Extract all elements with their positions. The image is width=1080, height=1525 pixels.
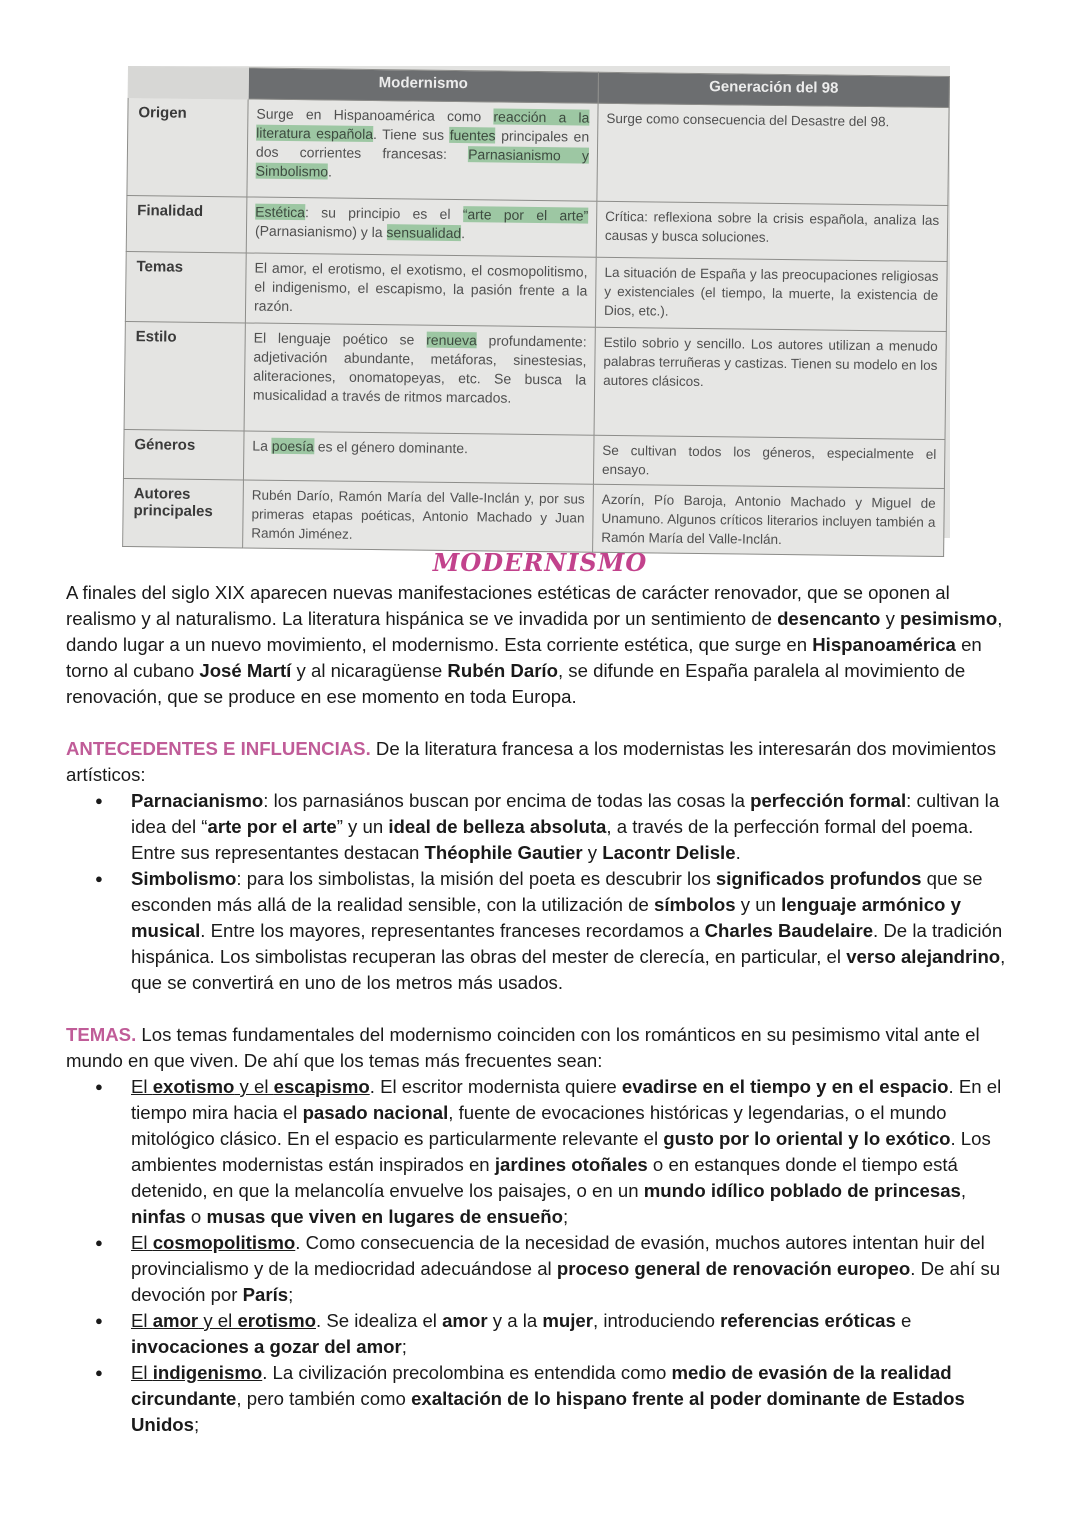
row-label: Géneros — [123, 429, 244, 479]
section-heading: TEMAS. — [66, 1024, 137, 1045]
document-body — [66, 580, 1022, 1438]
generacion-98-cell: Surge como consecuencia del Desastre del 98. — [597, 103, 949, 205]
list-item: ● El indigenismo. La civilización precolombina es entendida como medio de evasión de la realidad circundante, pero también como exaltación de lo hispano frente al poder dominante de Estados Unidos; — [131, 1360, 1022, 1438]
table-row — [125, 251, 947, 331]
intro-paragraph: A finales del siglo XIX aparecen nuevas manifestaciones estéticas de carácter renovador, que se oponen al realismo y al naturalismo. La literatura hispánica se ve invadida por un sentimiento de desencanto y pesimismo, dando lugar a un nuevo movimiento, el modernismo. Esta corriente estética, que surge en Hispanoamérica en torno al cubano José Martí y al nicaragüense Rubén Darío, se difunde en España paralela al movimiento de renovación, que se produce en ese momento en toda Europa. — [66, 582, 1003, 707]
generacion-98-cell: Crítica: reflexiona sobre la crisis española, analiza las causas y busca soluciones. — [596, 201, 948, 261]
modernismo-cell: Estética: su principio es el “arte por el arte” (Parnasianismo) y la sensualidad. — [246, 197, 597, 257]
temas-list — [66, 1074, 1022, 1438]
generacion-98-cell: La situación de España y las preocupaciones religiosas y existenciales (el tiempo, la muerte, la existencia de Dios, etc.). — [595, 257, 947, 331]
modernismo-cell: El lenguaje poético se renueva profundamente: adjetivación abundante, metáforas, sinestesias, aliteraciones, onomatopeyas, etc. Se busca la musicalidad a través de ritmos marcados. — [244, 323, 595, 435]
antecedentes-paragraph: ANTECEDENTES E INFLUENCIAS. De la literatura francesa a los modernistas les interesarán dos movimientos artísticos: — [66, 738, 997, 785]
generacion-98-cell: Estilo sobrio y sencillo. Los autores utilizan a menudo palabras terruñeras y castizas. Tienen su modelo en los autores clásicos. — [594, 327, 946, 439]
list-item: ● Parnacianismo: los parnasiános buscan por encima de todas las cosas la perfección formal: cultivan la idea del “arte por el arte” y un ideal de belleza absoluta, a través de la perfección formal del poema. Entre sus representantes destacan Théophile Gautier y Lacontr Delisle. — [131, 788, 1022, 866]
row-label: Temas — [125, 251, 246, 322]
generacion-98-cell: Azorín, Pío Baroja, Antonio Machado y Miguel de Unamuno. Algunos críticos literarios incluyen también a Ramón María del Valle-Inclán. — [593, 484, 945, 556]
row-label: Origen — [127, 98, 248, 197]
row-label: Autores principales — [123, 478, 244, 547]
comparison-table-photo — [128, 66, 950, 548]
header-modernismo: Modernismo — [248, 68, 598, 103]
table-row — [127, 98, 949, 206]
list-item: ● El cosmopolitismo. Como consecuencia de la necesidad de evasión, muchos autores intentan huir del provincialismo y de la mediocridad adecuándose al proceso general de renovación europeo. De ahí su devoción por París; — [131, 1230, 1022, 1308]
page-title: MODERNISMO — [432, 548, 648, 577]
section-heading: ANTECEDENTES E INFLUENCIAS. — [66, 738, 371, 759]
list-item: ● Simbolismo: para los simbolistas, la misión del poeta es descubrir los significados profundos que se esconden más allá de la realidad sensible, con la utilización de símbolos y un lenguaje armónico y musical. Entre los mayores, representantes franceses recordamos a Charles Baudelaire. De la tradición hispánica. Los simbolistas recuperan las obras del mester de clerecía, en particular, el verso alejandrino, que se convertirá en uno de los metros más usados. — [131, 866, 1022, 996]
table-row — [124, 321, 946, 439]
row-label: Finalidad — [126, 195, 247, 252]
table-corner — [128, 67, 248, 99]
antecedentes-list — [66, 788, 1022, 996]
modernismo-cell: El amor, el erotismo, el exotismo, el cosmopolitismo, el indigenismo, el escapismo, la pasión frente a la razón. — [245, 253, 596, 327]
modernismo-cell: Surge en Hispanoamérica como reacción a la literatura española. Tiene sus fuentes principales en dos corrientes francesas: Parnasianismo y Simbolismo. — [247, 99, 598, 201]
list-item: ● El exotismo y el escapismo. El escritor modernista quiere evadirse en el tiempo y en el espacio. En el tiempo mira hacia el pasado nacional, fuente de evocaciones históricas y legendarias, o el mundo mitológico clásico. En el espacio es particularmente relevante el gusto por lo oriental y lo exótico. Los ambientes modernistas están inspirados en jardines otoñales o en estanques donde el tiempo está detenido, en que la melancolía envuelve los paisajes, o en un mundo idílico poblado de princesas, ninfas o musas que viven en lugares de ensueño; — [131, 1074, 1022, 1230]
comparison-table — [122, 66, 950, 557]
row-label: Estilo — [124, 321, 245, 430]
table-row — [123, 478, 945, 556]
header-generacion-98: Generación del 98 — [598, 72, 949, 107]
table-row — [126, 195, 948, 261]
temas-paragraph: TEMAS. Los temas fundamentales del modernismo coinciden con los románticos en su pesimismo vital ante el mundo en que viven. De ahí que los temas más frecuentes sean: — [66, 1024, 980, 1071]
modernismo-cell: La poesía es el género dominante. — [243, 431, 594, 484]
modernismo-cell: Rubén Darío, Ramón María del Valle-Inclán y, por sus primeras etapas poéticas, Antonio Machado y Juan Ramón Jiménez. — [243, 480, 594, 552]
generacion-98-cell: Se cultivan todos los géneros, especialmente el ensayo. — [593, 435, 945, 488]
list-item: ● El amor y el erotismo. Se idealiza el amor y a la mujer, introduciendo referencias eróticas e invocaciones a gozar del amor; — [131, 1308, 1022, 1360]
